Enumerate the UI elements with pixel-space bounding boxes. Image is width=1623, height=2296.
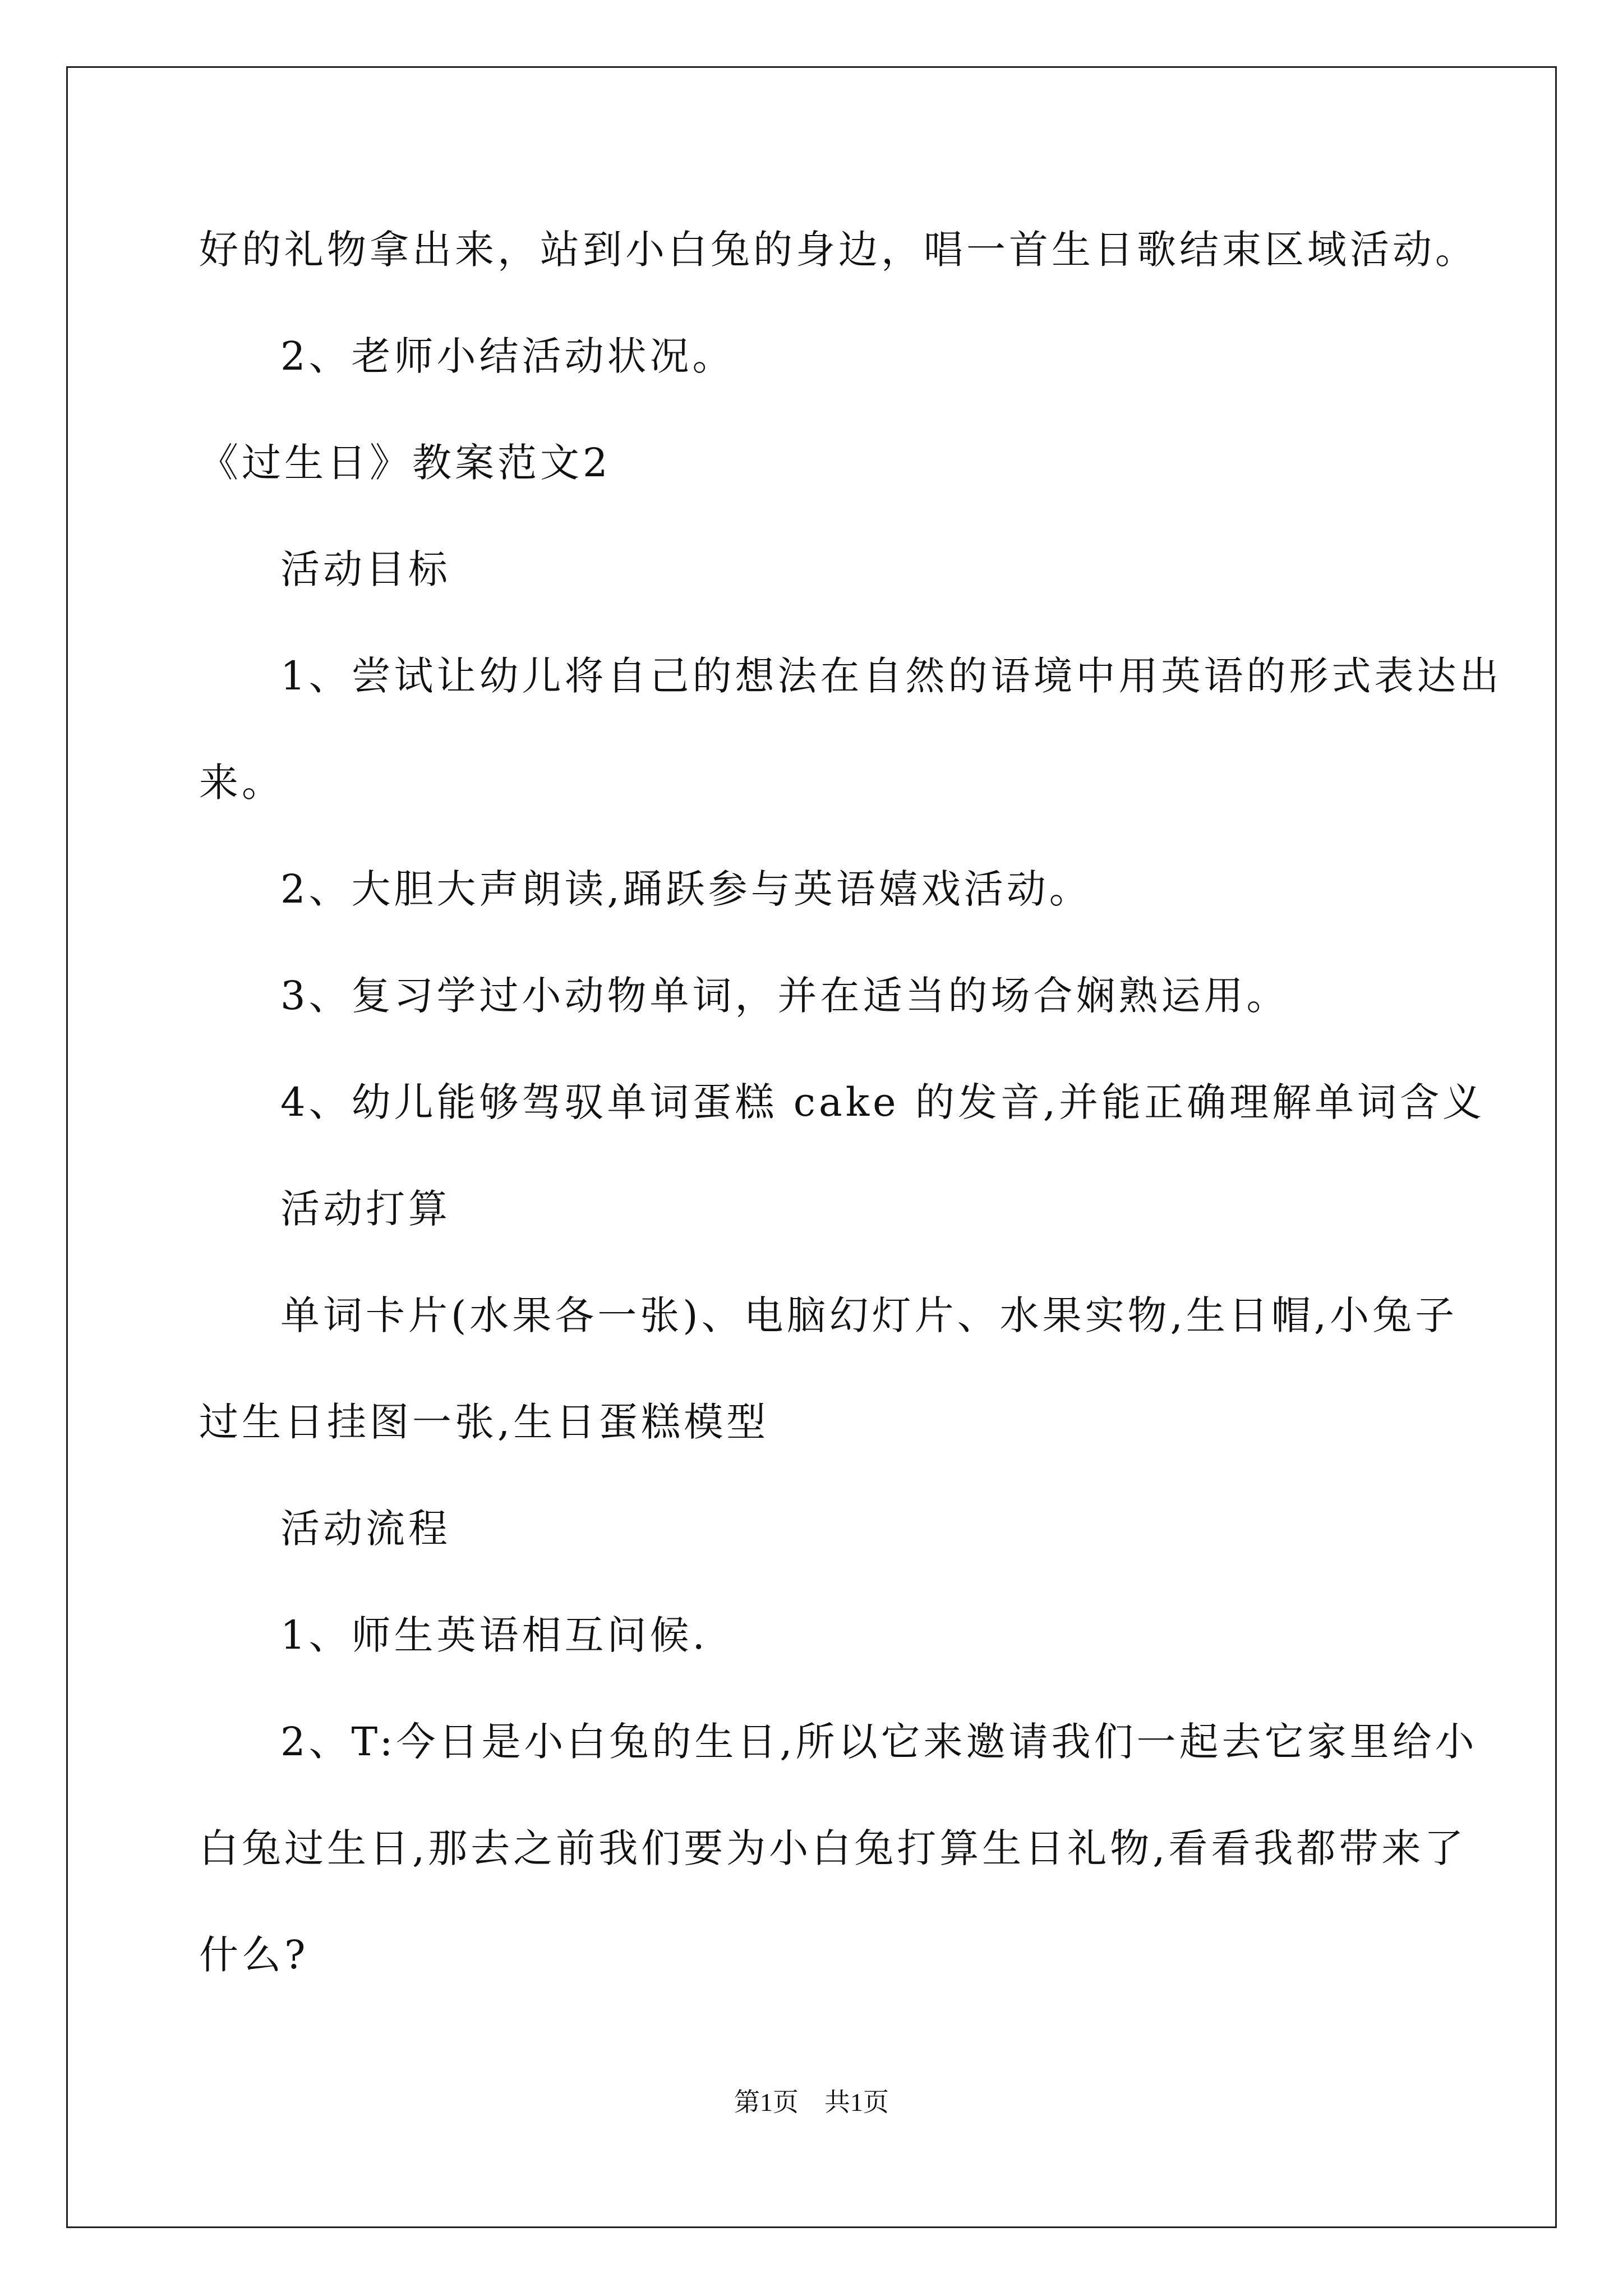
subheading-process: 活动流程	[280, 1506, 451, 1552]
text-line-2: 2、老师小结活动状况。	[280, 333, 735, 379]
text-line-14: 1、师生英语相互问候.	[280, 1612, 708, 1658]
text-line-6: 来。	[199, 760, 284, 806]
text-line-1: 好的礼物拿出来，站到小白兔的身边，唱一首生日歌结束区域活动。	[199, 227, 1478, 273]
section-heading: 《过生日》教案范文2	[199, 440, 611, 486]
text-line-12: 过生日挂图一张,生日蛋糕模型	[199, 1399, 769, 1445]
text-line-11: 单词卡片(水果各一张)、电脑幻灯片、水果实物,生日帽,小兔子	[280, 1292, 1458, 1338]
text-line-5: 1、尝试让幼儿将自己的想法在自然的语境中用英语的形式表达出	[280, 653, 1502, 699]
subheading-preparation: 活动打算	[280, 1186, 451, 1232]
text-line-7: 2、大胆大声朗读,踊跃参与英语嬉戏活动。	[280, 866, 1092, 912]
text-line-9: 4、幼儿能够驾驭单词蛋糕 cake 的发音,并能正确理解单词含义	[280, 1079, 1486, 1125]
text-line-16: 白兔过生日,那去之前我们要为小白兔打算生日礼物,看看我都带来了	[199, 1825, 1467, 1871]
text-line-17: 什么?	[199, 1932, 309, 1978]
page-number-footer: 第1页 共1页	[734, 2088, 889, 2116]
text-line-15: 2、T:今日是小白兔的生日,所以它来邀请我们一起去它家里给小	[280, 1719, 1478, 1765]
page-border	[66, 66, 1557, 2228]
text-line-8: 3、复习学过小动物单词，并在适当的场合娴熟运用。	[280, 973, 1289, 1019]
subheading-goals: 活动目标	[280, 546, 451, 592]
